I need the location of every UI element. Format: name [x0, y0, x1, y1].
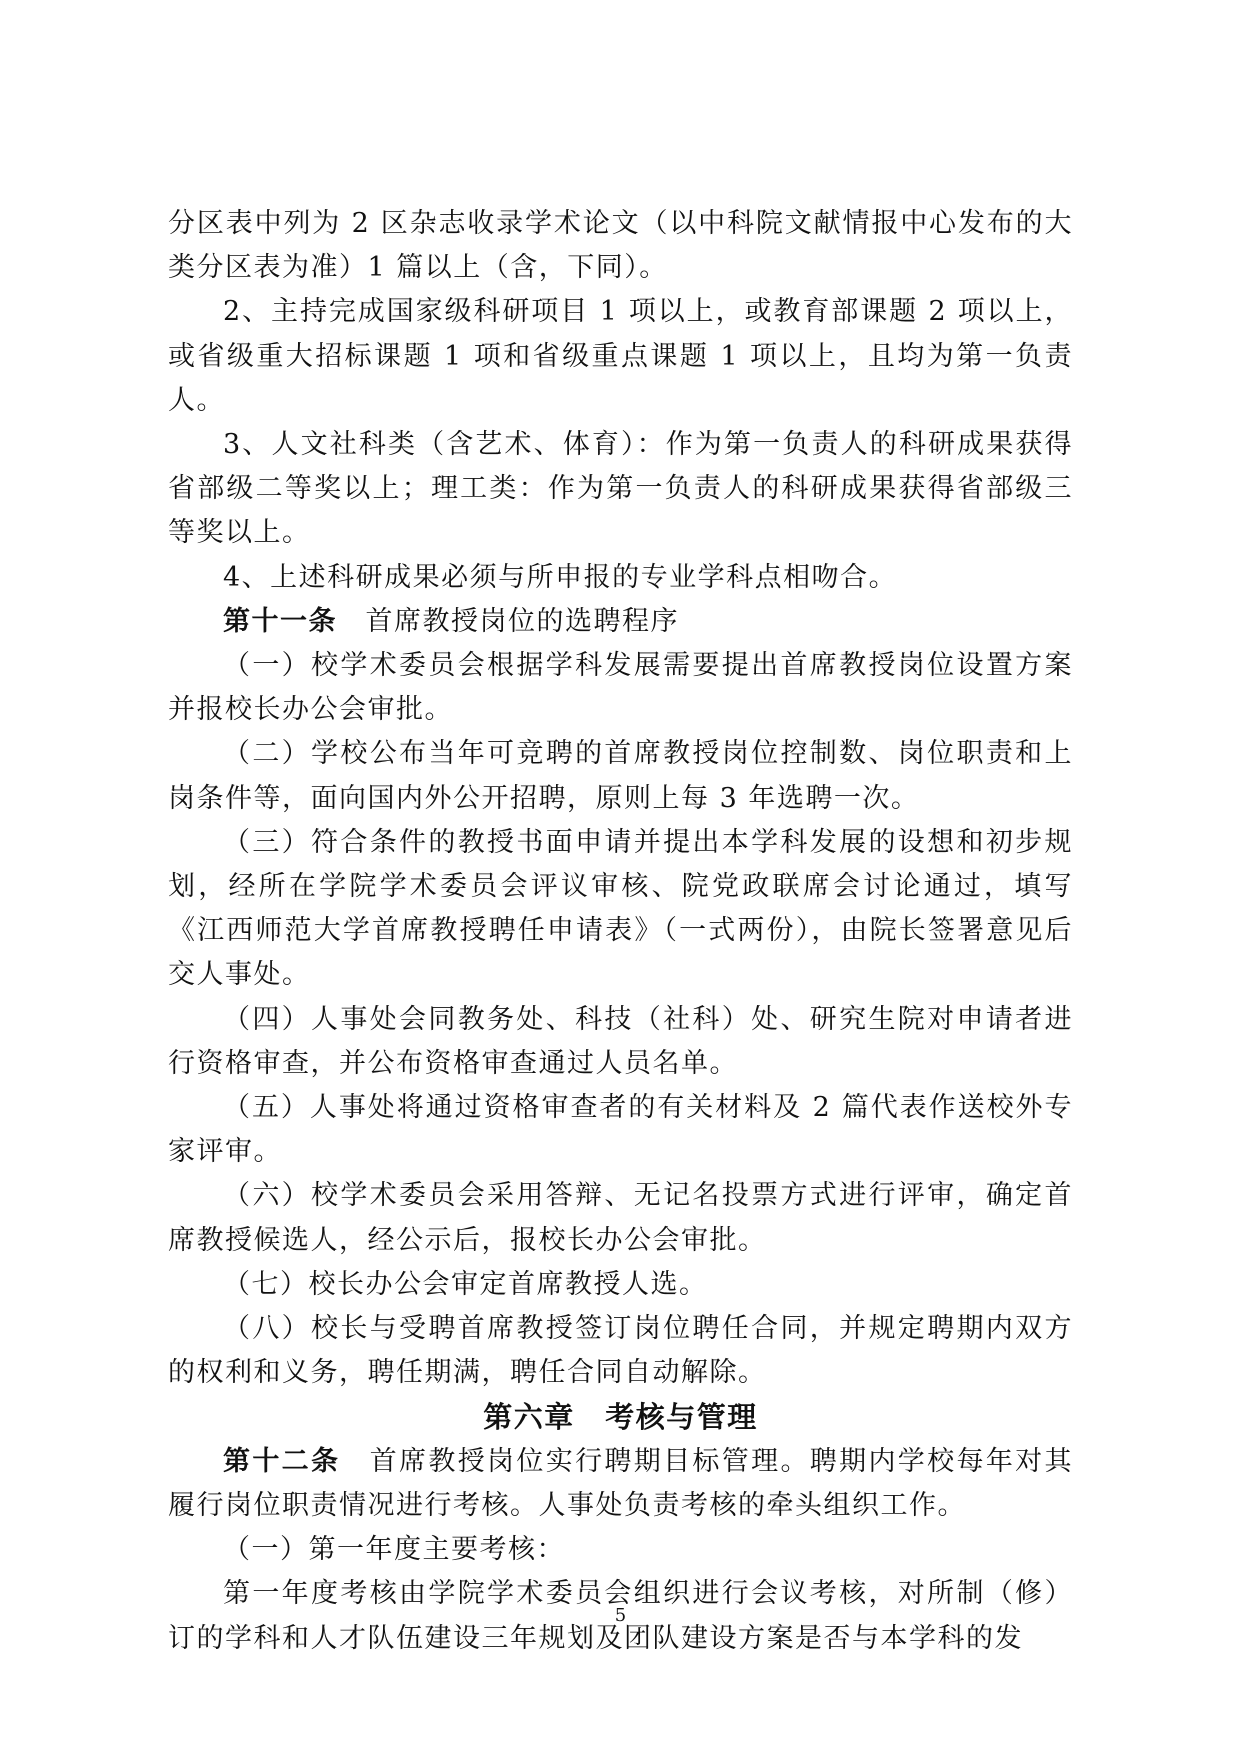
article-paragraph: [168, 1440, 1073, 1528]
chapter-heading: 第六章 考核与管理: [483, 1400, 758, 1435]
body-paragraph: [168, 821, 1073, 998]
paragraph-text: （一）校学术委员会根据学科发展需要提出首席教授岗位设置方案并报校长办公会审批。: [168, 650, 1073, 726]
document-body: [168, 202, 1073, 1661]
body-paragraph: [168, 202, 1073, 290]
paragraph-text: 首席教授岗位的选聘程序: [337, 605, 679, 637]
paragraph-text: 分区表中列为 2 区杂志收录学术论文（以中科院文献情报中心发布的大类分区表为准）1 篇以上（含，下同）。: [168, 208, 1073, 284]
paragraph-text: 第一年度考核由学院学术委员会组织进行会议考核，对所制（修）订的学科和人才队伍建设三年规划及团队建设方案是否与本学科的发: [168, 1578, 1073, 1654]
article-label: 第十二条: [223, 1445, 341, 1477]
paragraph-text: 2、主持完成国家级科研项目 1 项以上，或教育部课题 2 项以上，或省级重大招标课题 1 项和省级重点课题 1 项以上，且均为第一负责人。: [168, 296, 1073, 416]
body-paragraph: [168, 1263, 1073, 1307]
paragraph-text: （四）人事处会同教务处、科技（社科）处、研究生院对申请者进行资格审查，并公布资格审查通过人员名单。: [168, 1003, 1073, 1079]
paragraph-text: （八）校长与受聘首席教授签订岗位聘任合同，并规定聘期内双方的权利和义务，聘任期满，聘任合同自动解除。: [168, 1313, 1073, 1389]
page-number: 5: [614, 1605, 627, 1626]
paragraph-text: 4、上述科研成果必须与所申报的专业学科点相吻合。: [223, 561, 898, 593]
paragraph-text: （五）人事处将通过资格审查者的有关材料及 2 篇代表作送校外专家评审。: [168, 1092, 1073, 1168]
paragraph-text: （六）校学术委员会采用答辩、无记名投票方式进行评审，确定首席教授候选人，经公示后，报校长办公会审批。: [168, 1180, 1073, 1256]
body-paragraph: [168, 644, 1073, 732]
body-paragraph: [168, 1174, 1073, 1262]
article-label: 第十一条: [223, 605, 337, 637]
body-paragraph: [168, 556, 1073, 600]
body-paragraph: [168, 290, 1073, 423]
body-paragraph: [168, 1528, 1073, 1572]
paragraph-text: 3、人文社科类（含艺术、体育）：作为第一负责人的科研成果获得省部级二等奖以上；理工类：作为第一负责人的科研成果获得省部级三等奖以上。: [168, 429, 1073, 549]
article-paragraph: [168, 600, 1073, 644]
body-paragraph: [168, 1086, 1073, 1174]
paragraph-text: 首席教授岗位实行聘期目标管理。聘期内学校每年对其履行岗位职责情况进行考核。人事处负责考核的牵头组织工作。: [168, 1445, 1074, 1521]
paragraph-text: （七）校长办公会审定首席教授人选。: [223, 1268, 708, 1300]
body-paragraph: [168, 732, 1073, 820]
body-paragraph: [168, 1307, 1073, 1395]
body-paragraph: [168, 423, 1073, 556]
body-paragraph: [168, 998, 1073, 1086]
paragraph-text: （三）符合条件的教授书面申请并提出本学科发展的设想和初步规划，经所在学院学术委员会评议审核、院党政联席会讨论通过，填写《江西师范大学首席教授聘任申请表》（一式两份），由院长签署意见后交人事处。: [168, 826, 1073, 991]
paragraph-text: （二）学校公布当年可竞聘的首席教授岗位控制数、岗位职责和上岗条件等，面向国内外公开招聘，原则上每 3 年选聘一次。: [168, 738, 1073, 814]
paragraph-text: （一）第一年度主要考核：: [223, 1534, 565, 1566]
